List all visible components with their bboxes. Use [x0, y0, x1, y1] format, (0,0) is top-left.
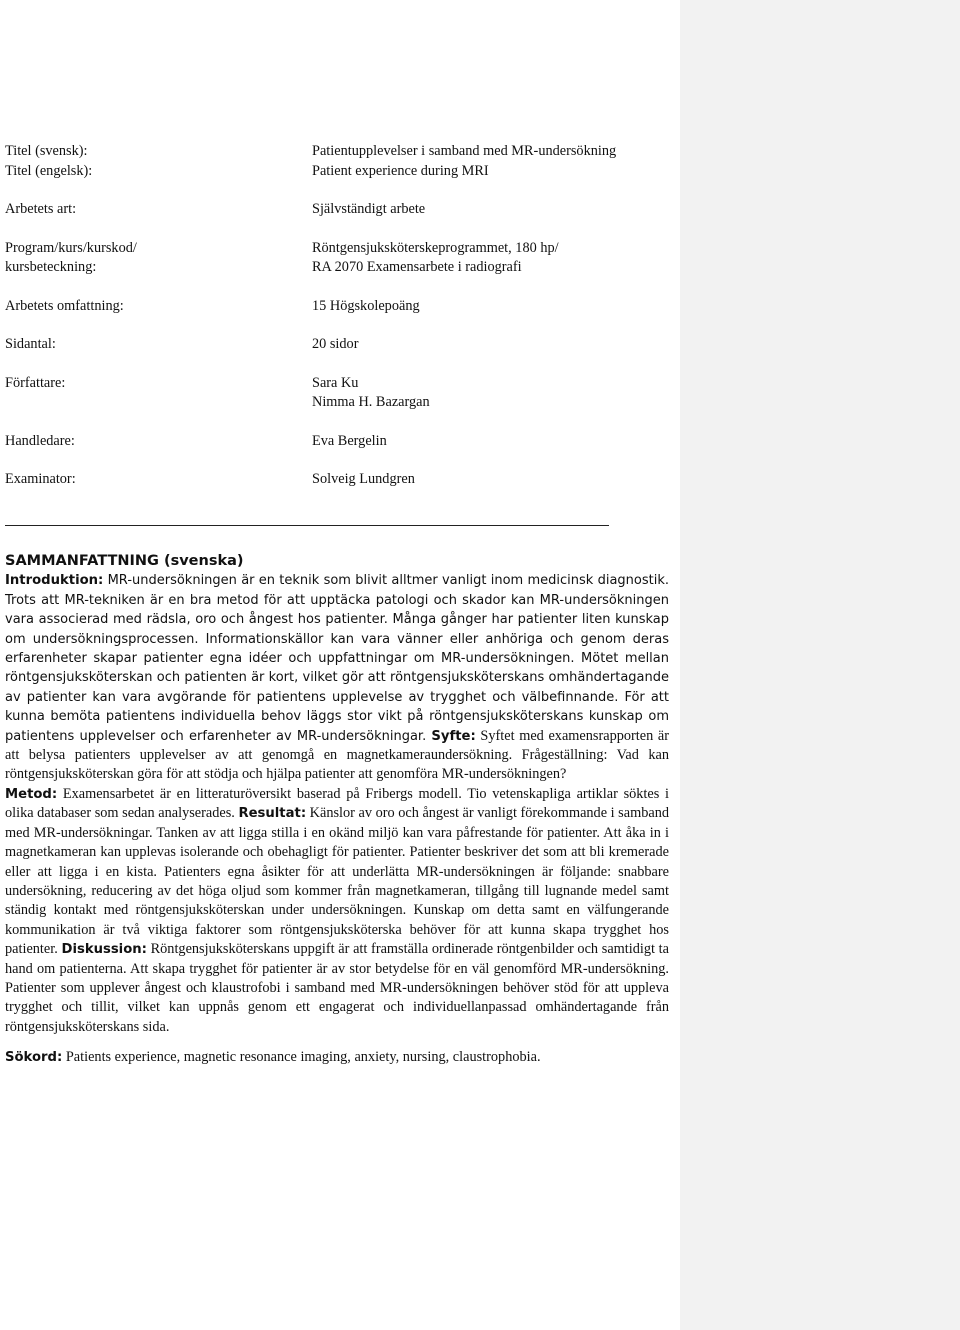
meta-label-line: Titel (engelsk):: [5, 162, 93, 179]
summary-heading: SAMMANFATTNING (svenska): [5, 553, 244, 569]
diskussion-label: Diskussion:: [61, 942, 147, 958]
thesis-metadata: [5, 142, 675, 490]
meta-label: [5, 142, 312, 181]
meta-value: [312, 432, 387, 452]
meta-label-line: Författare:: [5, 374, 66, 391]
meta-label-line: Program/kurs/kurskod/: [5, 239, 137, 256]
summary-body: [5, 571, 669, 784]
intro-text: MR-undersökningen är en teknik som blivit alltmer vanligt inom medicinsk diagnostik. Trots att MR-tekniken är en bra metod för att upptäcka patologi och skador kan MR-undersökningen vara associerad med rädsla, oro och ångest hos patienter. Många gånger har patienter liten kunskap om undersökningsprocessen. Informationskällor kan vara vänner eller anhöriga och genom deras erfarenheter skapar patienter egna idéer och uppfattningar om MR-undersökningen. Mötet mellan röntgensjuksköterskan och patienten är kort, vilket gör att röntgensjuksköterskans omhändertagande av patienter kan vara avgörande för patientens upplevelse av trygghet och välbefinnande. För att kunna bemöta patientens individuella behov läggs stor vikt på röntgensjuksköterskans kunskap om patientens upplevelser och erfarenheter av MR-undersökningar.: [5, 573, 669, 744]
diskussion-text: Röntgensjuksköterskans uppgift är att framställa ordinerade röntgenbilder och samtidigt ta hand om patienterna. Att skapa trygghet för patienter är av stor betydelse för en väl genomförd MR-undersökning. Patienter som upplever ångest och klaustrofobi i samband med MR-undersökningen behöver stöd för att uppleva trygghet och tillit, vilket kan uppnås genom ett engagerat och individuellanpassad omhändertagande från röntgensjuksköterskans sida.: [5, 941, 669, 1035]
meta-row: [5, 470, 675, 490]
keywords-text: Patients experience, magnetic resonance imaging, anxiety, nursing, claustrophobia.: [62, 1049, 541, 1066]
resultat-label: Resultat:: [238, 806, 307, 822]
meta-row: [5, 432, 675, 452]
meta-value: [312, 470, 415, 490]
meta-label: [5, 432, 312, 452]
meta-value-line: Röntgensjuksköterskeprogrammet, 180 hp/: [312, 239, 559, 256]
meta-row: [5, 239, 675, 278]
meta-label-line: Arbetets omfattning:: [5, 297, 124, 314]
meta-value: [312, 297, 420, 317]
right-margin-panel: [680, 0, 960, 1330]
keywords: [5, 1048, 669, 1067]
meta-value-line: Självständigt arbete: [312, 201, 426, 217]
meta-value: [312, 335, 358, 355]
meta-row: [5, 335, 675, 355]
meta-value-line: Nimma H. Bazargan: [312, 394, 430, 410]
meta-value-line: 20 sidor: [312, 336, 359, 352]
meta-label: [5, 470, 312, 490]
resultat-text: Känslor av oro och ångest är vanligt förekommande i samband med MR-undersökningar. Tanken av att ligga stilla i en okänd miljö kan vara påfrestande för patienter. Att åka in i magnetkameran kan upplevas isolerande och obehagligt för patienter. Patienter beskriver det som att bli kremerade eller att ligga i en kista. Patienters egna åsikter för att underlätta MR-undersökningen är följande: snabbare undersökning, reducering av det höga oljud som kommer från magnetkameran, tillgång till lugnande medel samt ständig kontakt med röntgensjuksköterskan under undersökningen. Kunskap om detta samt en välfungerande kommunikation är två viktiga faktorer som röntgensjuksköterska behöver för att kunna skapa trygghet hos patienter.: [5, 805, 669, 958]
summary-section: [5, 552, 669, 1068]
meta-row: [5, 200, 675, 220]
meta-label: [5, 200, 312, 220]
separator-line: [5, 525, 609, 526]
meta-label: [5, 335, 312, 355]
syfte-text: Syftet med examensrapporten är att belysa patienters upplevelser av att genomgå en magnetkameraundersökning. Frågeställning: Vad kan röntgensjuksköterskan göra för att stödja och hjälpa patienter att genomföra MR-undersökningen?: [5, 727, 670, 783]
metod-label: Metod:: [5, 786, 58, 802]
meta-label-line: kursbeteckning:: [5, 259, 97, 275]
intro-label: Introduktion:: [5, 573, 104, 589]
meta-label-line: Sidantal:: [5, 336, 56, 352]
meta-value-line: Eva Bergelin: [312, 432, 387, 449]
meta-value: [312, 200, 425, 220]
meta-value-line: RA 2070 Examensarbete i radiografi: [312, 259, 522, 275]
meta-value-line: Patient experience during MRI: [312, 162, 489, 179]
meta-value-line: Sara Ku: [312, 374, 359, 391]
summary-body-2: [5, 785, 669, 1037]
meta-value-line: Solveig Lundgren: [312, 471, 415, 487]
metod-text: Examensarbetet är en litteraturöversikt baserad på Fribergs modell. Tio vetenskapliga artiklar söktes i olika databaser som sedan analyserades.: [5, 785, 669, 822]
meta-value-line: Patientupplevelser i samband med MR-undersökning: [312, 143, 617, 159]
meta-label-line: Arbetets art:: [5, 201, 77, 217]
meta-row: [5, 374, 675, 413]
keywords-label: Sökord:: [5, 1050, 63, 1066]
meta-value-line: 15 Högskolepoäng: [312, 297, 420, 314]
meta-label: [5, 239, 312, 278]
meta-label: [5, 374, 312, 413]
meta-row: [5, 297, 675, 317]
meta-label: [5, 297, 312, 317]
meta-value: [312, 374, 430, 413]
meta-label-line: Handledare:: [5, 432, 75, 449]
syfte-label: Syfte:: [431, 728, 476, 744]
meta-value: [312, 142, 616, 181]
meta-row: [5, 142, 675, 181]
meta-label-line: Examinator:: [5, 471, 76, 487]
meta-label-line: Titel (svensk):: [5, 143, 88, 159]
meta-value: [312, 239, 559, 278]
